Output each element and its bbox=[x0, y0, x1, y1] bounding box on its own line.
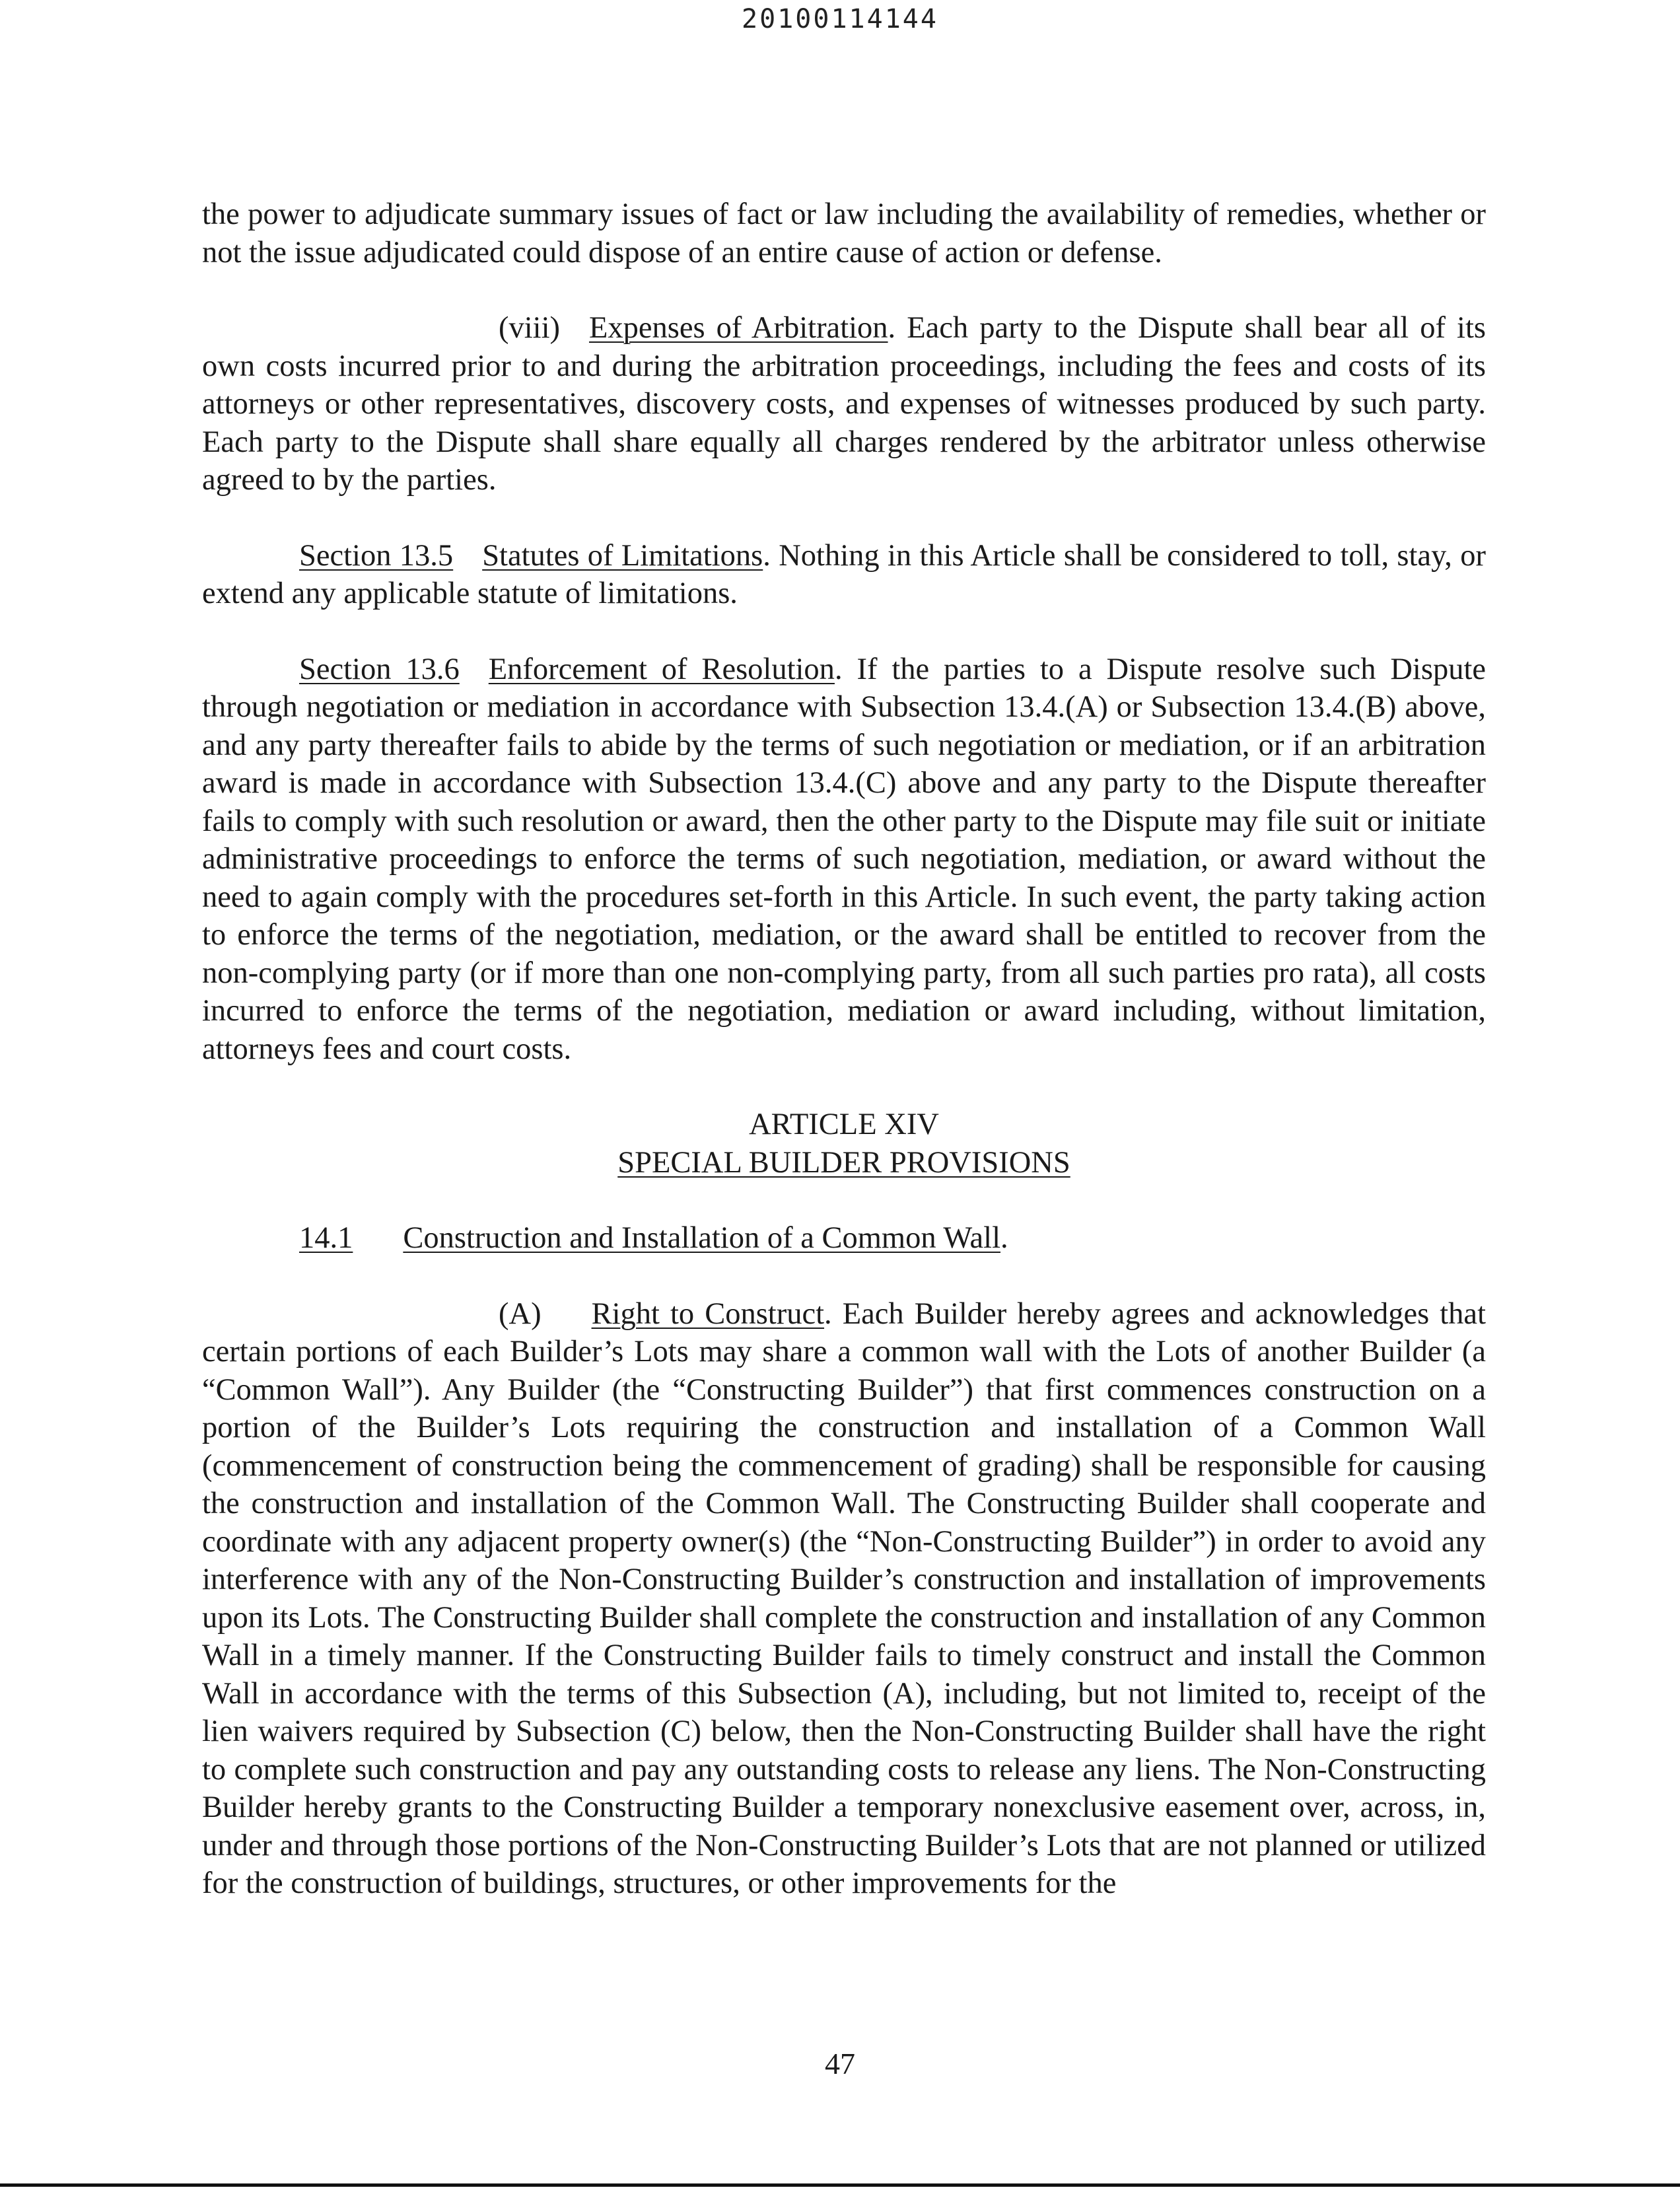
paragraph-right-to-construct bbox=[202, 1295, 1486, 1903]
subsection-14-1 bbox=[202, 1219, 1486, 1258]
paragraph-continuation: the power to adjudicate summary issues of fact or law including the availability of remedies, whether or not the issue adjudicated could dispose of an entire cause of action or defense. bbox=[202, 197, 1486, 269]
article-number: ARTICLE XIV bbox=[749, 1108, 939, 1141]
page-number: 47 bbox=[825, 2047, 855, 2080]
article-title: SPECIAL BUILDER PROVISIONS bbox=[617, 1145, 1070, 1180]
clause-text: . Each Builder hereby agrees and acknowledges that certain portions of each Builder’s Lots may share a common wall with the Lots of another Builder (a “Common Wall”). Any Builder (the “Constructing Builder”) that first commences construction on a portion of the Builder’s Lots requiring the construction and installation of a Common Wall (commencement of construction being the commencement of grading) shall be responsible for causing the construction and installation of the Common Wall. The Constructing Builder shall cooperate and coordinate with any adjacent property owner(s) (the “Non-Constructing Builder”) in order to avoid any interference with any of the Non-Constructing Builder’s construction and installation of improvements upon its Lots. The Constructing Builder shall complete the construction and installation of any Common Wall in a timely manner. If the Constructing Builder fails to timely construct and install the Common Wall in accordance with the terms of this Subsection (A), including, but not limited to, receipt of the lien waivers required by Subsection (C) below, then the Non-Constructing Builder shall have the right to complete such construction and pay any outstanding costs to release any liens. The Non-Constructing Builder hereby grants to the Constructing Builder a temporary nonexclusive easement over, across, in, under and through those portions of the Non-Constructing Builder’s Lots that are not planned or utilized for the construction of buildings, structures, or other improvements for the bbox=[202, 1296, 1486, 1900]
subsection-heading bbox=[299, 1221, 1000, 1255]
clause-number: (viii) bbox=[499, 311, 560, 345]
document-page bbox=[202, 195, 1486, 1903]
section-heading bbox=[299, 653, 835, 686]
section-text: . Nothing in this Article shall be considered to toll, stay, or extend any applicable statute of limitations. bbox=[202, 538, 1486, 610]
section-13-5 bbox=[202, 537, 1486, 613]
section-number: Section 13.6 bbox=[299, 652, 460, 686]
section-title: Enforcement of Resolution bbox=[488, 652, 835, 686]
section-number: Section 13.5 bbox=[299, 538, 454, 573]
clause-title: Right to Construct bbox=[591, 1296, 825, 1331]
subsection-number: 14.1 bbox=[299, 1221, 353, 1255]
document-number: 20100114144 bbox=[742, 4, 938, 34]
section-title: Statutes of Limitations bbox=[482, 538, 763, 573]
paragraph-expenses-of-arbitration bbox=[202, 309, 1486, 499]
article-heading bbox=[202, 1106, 1486, 1182]
subsection-end: . bbox=[1000, 1221, 1008, 1255]
section-heading bbox=[299, 539, 763, 573]
section-text: . If the parties to a Dispute resolve such Dispute through negotiation or mediation in accordance with Subsection 13.4.(A) or Subsection 13.4.(B) above, and any party thereafter fails to abide by the terms of such negotiation or mediation, or if an arbitration award is made in accordance with Subsection 13.4.(C) above and any party to the Dispute thereafter fails to comply with such resolution or award, then the other party to the Dispute may file suit or initiate administrative proceedings to enforce the terms of such negotiation, mediation, or award without the need to again comply with the procedures set-forth in this Article. In such event, the party taking action to enforce the terms of the negotiation, mediation, or the award shall be entitled to recover from the non-complying party (or if more than one non-complying party, from all such parties pro rata), all costs incurred to enforce the terms of the negotiation, mediation or award including, without limitation, attorneys fees and court costs. bbox=[202, 652, 1487, 1066]
bottom-border-line bbox=[0, 2183, 1680, 2187]
clause-title: Expenses of Arbitration bbox=[588, 311, 888, 345]
clause-text: . Each party to the Dispute shall bear all of its own costs incurred prior to and during the arbitration proceedings, including the fees and costs of its attorneys or other representatives, discovery costs, and expenses of witnesses produced by such party. Each party to the Dispute shall share equally all charges rendered by the arbitrator unless otherwise agreed to by the parties. bbox=[202, 311, 1486, 497]
section-13-6 bbox=[202, 651, 1486, 1069]
subsection-title: Construction and Installation of a Common Wall bbox=[403, 1221, 1000, 1255]
clause-number: (A) bbox=[499, 1296, 542, 1331]
